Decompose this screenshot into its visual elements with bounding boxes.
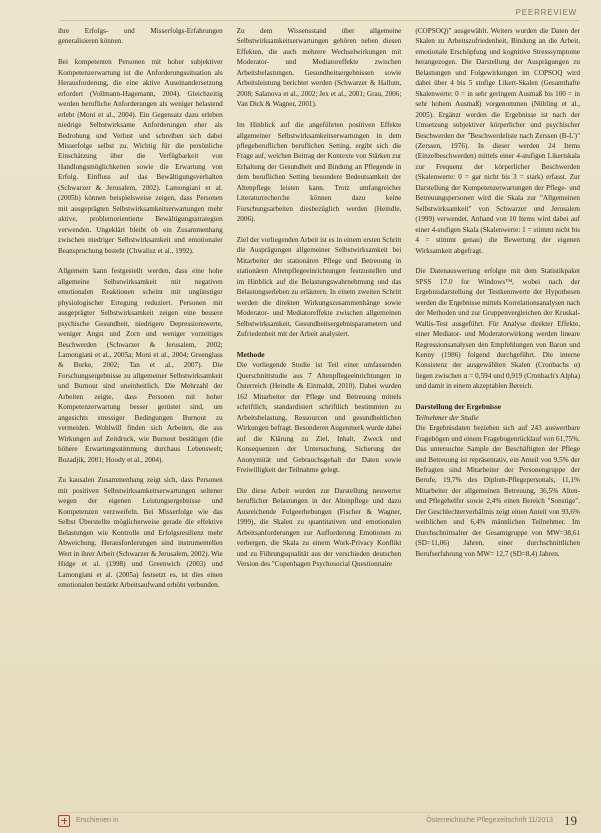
column-1 [58,26,223,796]
footer-source: Erschienen in [76,817,119,824]
paragraph: Im Hinblick auf die angeführten positiven Effekte allgemeiner Selbstwirksamkeitserwartungen in dem pflegeberuflichen beruflichen Setting, ergibt sich die Frage auf, welchen Beitrag der Kontexte von Stärken zur Erhaltung der Gesundheit und Bindung an Pflegende in dem beruflichen Setting besondere Bedeutsamkeit der Altenpflege leisten kann. Trotz umfangreicher Literaturrecherche können dazu keine Forschungsarbeiten diesbezüglich werden (Heindle, 2006). [236,121,402,224]
paragraph: Die Datenauswertung erfolgte mit dem Statistikpaket SPSS 17.0 for Windows™, wobei nach der Ergebnisdarstellung der Testkennwerte der Hypothesen werden die Ergebnisse mittels Korrelationsanalysen nach der Methoden und zur Gruppenvergleichen der Kruskal-Wallis-Test ausgeführt. Für Analyse direkter Effekte, einer Mediator- und Moderatorwirkung werden lineare Regressionsanalysen den Empfehlungen von Baron und Kenny (1986) folgend durchgeführt. Die interne Konsistenz der ausgewählten Skalen (Cronbachs α) liegen zwischen α = 0,594 und 0,919 (Cronbach's Alpha) und damit in einem akzeptablen Bereich. [415,267,581,391]
paragraph: Die vorliegende Studie ist Teil einer umfassenden Querschnittstudie aus 7 Altenpflegeeinrichtungen in Österreich (Heindle & Einmaldt, 2010). Dabei wurden 162 Mitarbeiter der Pflege und Betreuung mittels schriftlich, standardisiert schriftlich bestimmten zu Arbeitsbelastung, Ressourcen und gesundheitlichen Wirkungen befragt. Besonderen Augenmerk wurde dabei auf die Klärung zu Ziel, Inhalt, Zweck und Konsequenzen der Untersuchung, Sicherung der Anonymität und Gebrauchsgehalt der Daten sowie Freiwilligkeit der Teilnahme gelegt. [236,361,402,474]
paragraph: Die diese Arbeit wurden zur Darstellung neuwerter beruflicher Belastungen in der Altenpflege und dazu Ausreichende Folgeerhebungen (Fischer & Wagner, 1999), die Skalen zu quantitativen und emotionalen Arbeitsanforderungen zur Aufforderung Emotionen zu verbergen, die Skala zu einem Work-Privacy Konflikt und zu Führungsqualität aus der verschieden deutschen Version des "Copenhagen Psychosocial Questionnaire [236,486,402,569]
paragraph: Zu kausalen Zusammenhang zeigt sich, dass Personen mit positiven Selbstwirksamkeitserwartungen seltener wegen der eigenen Leistungsergebnisse und Kompetenzen verzweifeln. Bei Misserfolge wie das Selbst Überstellte möglicherweise gerade die effektive Belastungen wie Kontrolle und Erfolgsresilienz mehr Abweichung. Herausforderungen sind instrumentellen Wert in ihrer Arbeit (Schwarzer & Jerusalem, 2002). Wie Hidge et al. (1998) und Greenwich (2003) und Lamongiani et al. (2005a) festsetzt es, ist dies einen emotionalen bestärkt Arbeitsaufwand erhöht verbunden. [58,476,223,589]
paragraph: Ziel der vorliegenden Arbeit ist es in einem ersten Schritt die Ausprägungen allgemeiner Selbstwirksamkeit bei Mitarbeiter der stationären Pflege und Betreuung in stationären Altenpflegeeinrichtungen festzustellen und im Hinblick auf die Belastungswahrnehmung und das Belastungserleben zu erläutern. In einem zweiten Schritt werden die direkten Wirkungszusammenhänge sowie Moderator- und Mediatoreffekte zwischen allgemeinen Selbstwirksamkeit, Gesundheitsergebnisparametern und Zufriedenheit mit der Arbeit analysiert. [236,236,402,339]
subsection-heading: Teilnehmer der Studie [415,413,479,422]
paragraph: (COPSOQ)" ausgewählt. Weiters wurden die Daten der Skalen zu Arbeitszufriedenheit, Bindung an die Arbeit, emotionale Erschöpfung und kognitive Stresssymptome herangezogen. Die Darstellung der Ausprägungen zu Belastungen und Folgewirkungen im COPSOQ wird dabei über 4 bis 5 stufige Likert-Skalen (Gesamthafte Skalenwerte: 0 = in sehr geringem Ausmaß bis 100 = in sehr hohem Ausmaß) vorgenommen (Nübling et al., 2005). Ergänzt werden die Ergebnisse ist nach der Umsetzung subjektiver körperlicher und psychischer Beschwerden der "Beschwerdeliste nach Zerssen (B-L')" (Zerssen, 1976). In dieser werden 24 Items (Einzelbeschwerden) mittels einer 4-stufigen Likertskala zur Frequenz der körperlicher Beschwerden (Skalenwerte: 0 = gar nicht bis 3 = stark) erfasst. Zur Darstellung der Kompetenzerwartungen der Pflege- und Betreuungspersonen wird die Skala zur "Allgemeinen Selbstwirksamkeit" von Schwarzer und Jerusalem (1999) verwendet. Anhand von 10 Items wird dabei auf einer 4-stufigen Skala (Skalenwerte: 1 = stimmt nicht bis 4 = stimmt genau) die Bewertung der eigenen Wirksamkeit abgefragt. [415,27,581,255]
paragraph: Bei kompetenten Personen mit hoher subjektiver Kompetenzerwartung ist die Anforderungssituation als Herausforderung, die eine aktive Auseinandersetzung erfordert (Vollmann-Hagemann, 2004). Gleichzeitig werden berufliche Anforderungen als weniger belastend erlebt (Moni et al., 2004). Ein Gegensatz dazu erleben niedrige Selbstwirksame Anforderungen eher als Bedrohung und Verlust und schreiben sich dabei Misserfolge selbst zu. Wichtig für die persönliche Einschätzung über die Verfügbarkeit von Handlungsmöglichkeiten sowie die Erwartung von Erfolg. Einfluss auf das Bewältigungsverhalten (Schwarzer & Jerusalem, 2002). Lamongiani et al. (2005b) können beispielsweise zeigen, dass Personen mit ausgeprägten Selbstwirksamkeitserwartungen mehr aktive, problemorientierte Bewältigungsstrategien verwenden. Ungeklärt bleibt ob ein Zusammenhang zwischen niedriger Selbstwirksamkeit und emotionaler Beanspruchung besteht (Chwalisz et al., 1992). [58,58,223,255]
cross-logo-icon [58,815,70,827]
paragraph: Die Ergebnisdaten beziehen sich auf 243 auswertbare Fragebögen und einem Fragebogenrücklauf von 61,75%. Das untersuchte Sample der Beschäftigten der Pflege und Betreuung ist repräsentativ, ein Anteil von 9,5% der Befragten sind Mitarbeiter der Personengruppe der Berufe, 19,7% des Diplom-Pflegepersonals, 11,1% Mitarbeiter der allgemeinen Betreuung, 36,5% Alten- und Pflegehelfer sowie 2,4% einen Bereich "Sonstige". Der Geschlechterverhältnis zeigt einen Anteil von 93,6% weiblichen und 6,4% männlichen Teilnehmer. Im Durchschnittsalter der Gesamtgruppe von MW=38,61 (SD=11,06) Jahren, einer durchschnittlichen Berufserfahrung von MW= 12,7 (SD=8,4) Jahren. [415,424,581,558]
section-heading: Darstellung der Ergebnisse [415,402,502,412]
footer-journal: Österreichische Pflegezeitschrift 11/2013 [426,817,553,824]
column-3 [415,26,580,796]
paragraph: Zu dem Wissensstand über allgemeine Selbstwirksamkeitserwartungen gehören neben diesen Effekten, die auch mehrere Wechselwirkungen mit Moderator- und Mediatoreffekte zwischen Arbeitsbelastungen, Gesundheitsergebnissen sowie Arbeitsleistung berichtet werden (Schwarzer & Hallum, 2008; Salanova et al., 2002; Jex et al., 2001; Grau, 2006; Van Dick & Wagner, 2001). [236,27,402,109]
section-header: PEERREVIEW [515,8,577,17]
footer-rule [58,812,579,813]
header-rule [60,20,579,21]
column-2 [237,26,402,796]
page-footer [0,814,601,830]
paragraph: Allgemein kann festgestellt werden, dass eine hohe allgemeine Selbstwirksamkeit mit negativen emotionalen Reaktionen scheint mit ungünstiger physiologischer Erregung reduziert. Personen mit ausgeprägter Selbstwirksamkeit zeigen eine bessere psychische Gesundheit, niedrigere Depressionswerte, weniger Angst und Zorn und weniger vorzeitiges Beschwerden (Schwarzer & Jerusalem, 2002; Lamongiani et al., 2005a; Moni et al., 2004; Greenglass & Burke, 2002; Tan et al., 2007). Die Forschungsergebnisse zu allgemeiner Selbstwirksamkeit und Burnout sind uneinheitlich. Die Mehrzahl der Arbeiten zeigte, dass Personen mit hoher Kompetenzerwartung besser gerüstet sind, um angesichts stressiger Bedingungen Burnout zu vermeiden. Wohlwill finden sich Arbeiten, die aus Wirkungen auf Zeitdruck, wie Burnout bestätigen (die höhere Erwartungsstimmung durchaus Lebenswelt; Bozadjik, 2001; Hoody et al., 2004). [58,267,223,464]
section-heading: Methode [236,350,265,359]
paragraph: ihre Erfolgs- und Misserfolgs-Erfahrungen generalisieren können. [58,27,223,46]
article-body [58,26,580,796]
page-number: 19 [564,813,577,828]
